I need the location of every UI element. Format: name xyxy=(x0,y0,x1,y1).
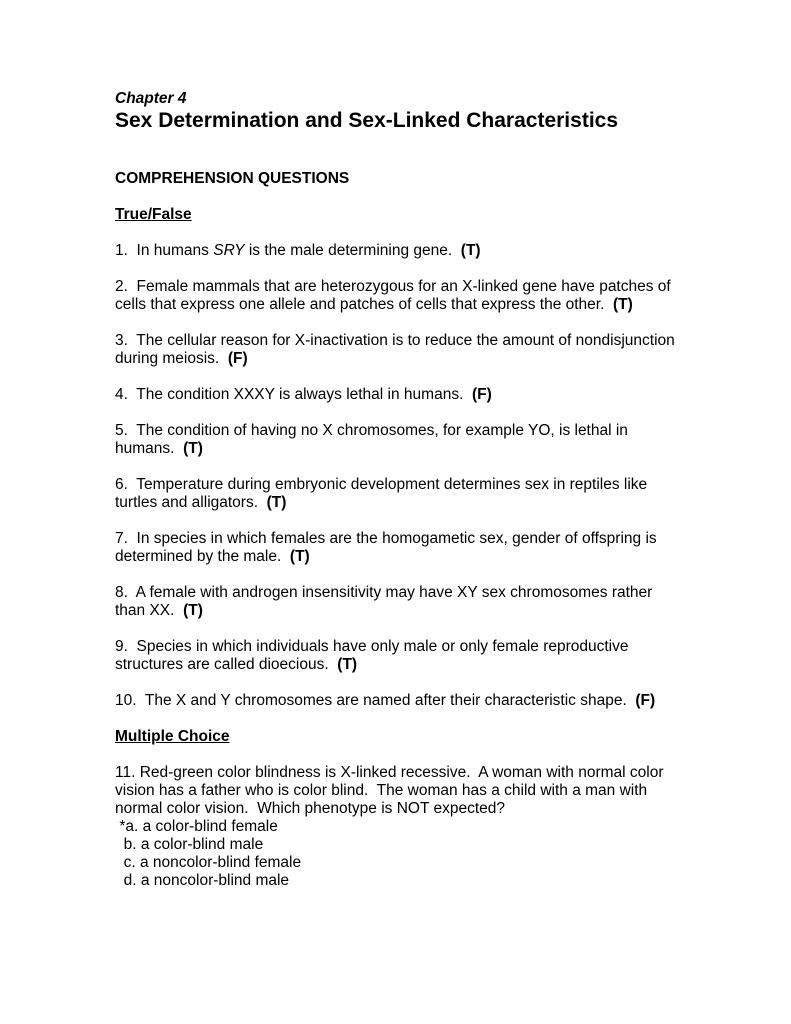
tf-question-2 xyxy=(115,278,676,314)
multiple-choice-heading: Multiple Choice xyxy=(115,728,230,745)
tf-question-3 xyxy=(115,332,680,368)
answer-key: (T) xyxy=(183,602,203,619)
question-text: 3. The cellular reason for X-inactivation is to reduce the amount of nondisjunction during meiosis. xyxy=(115,332,680,367)
answer-key: (T) xyxy=(183,440,203,457)
question-text: 4. The condition XXXY is always lethal in humans. xyxy=(115,386,472,403)
mc-option-d: d. a noncolor-blind male xyxy=(115,872,290,889)
question-text: 6. Temperature during embryonic development determines sex in reptiles like turtles and alligators. xyxy=(115,476,652,511)
chapter-label: Chapter 4 xyxy=(115,90,187,107)
answer-key: (T) xyxy=(460,242,481,259)
answer-key: (T) xyxy=(337,656,358,673)
section-heading: COMPREHENSION QUESTIONS xyxy=(115,170,350,187)
tf-question-8 xyxy=(115,584,676,620)
tf-question-4 xyxy=(115,386,676,404)
tf-question-5 xyxy=(115,422,676,458)
answer-key: (T) xyxy=(289,548,310,565)
tf-question-9 xyxy=(115,638,676,674)
question-text: 10. The X and Y chromosomes are named after their characteristic shape. xyxy=(115,692,636,709)
question-text: 7. In species in which females are the homogametic sex, gender of offspring is determined by the male. xyxy=(115,530,661,565)
tf-question-1 xyxy=(115,242,676,260)
question-text: 8. A female with androgen insensitivity may have XY sex chromosomes rather than XX. xyxy=(115,584,657,619)
question-text: 5. The condition of having no X chromosomes, for example YO, is lethal in humans. xyxy=(115,422,633,457)
answer-key: (T) xyxy=(613,296,633,313)
gene-symbol-italic: SRY xyxy=(213,242,245,259)
tf-question-10 xyxy=(115,692,676,710)
question-text: 2. Female mammals that are heterozygous for an X-linked gene have patches of cells that express one allele and patches of cells that express the other. xyxy=(115,278,676,313)
answer-key: (F) xyxy=(227,350,248,367)
true-false-heading: True/False xyxy=(115,206,192,223)
page-title: Sex Determination and Sex-Linked Characteristics xyxy=(115,109,619,132)
tf-question-6 xyxy=(115,476,676,512)
question-text: 1. In humans xyxy=(115,242,214,259)
question-text: 9. Species in which individuals have only male or only female reproductive structures are called dioecious. xyxy=(115,638,633,673)
answer-key: (F) xyxy=(471,386,492,403)
mc-option-a: *a. a color-blind female xyxy=(115,818,278,835)
tf-question-7 xyxy=(115,530,676,566)
mc-option-c: c. a noncolor-blind female xyxy=(115,854,302,871)
answer-key: (F) xyxy=(635,692,656,709)
question-text-rest: is the male determining gene. xyxy=(244,242,461,259)
answer-key: (T) xyxy=(266,494,287,511)
mc-option-b: b. a color-blind male xyxy=(115,836,264,853)
mc-question-11: 11. Red-green color blindness is X-linked recessive. A woman with normal color vision has a father who is color blind. The woman has a child with a man with normal color vision. Which phenotype is NOT expected? xyxy=(115,764,668,817)
